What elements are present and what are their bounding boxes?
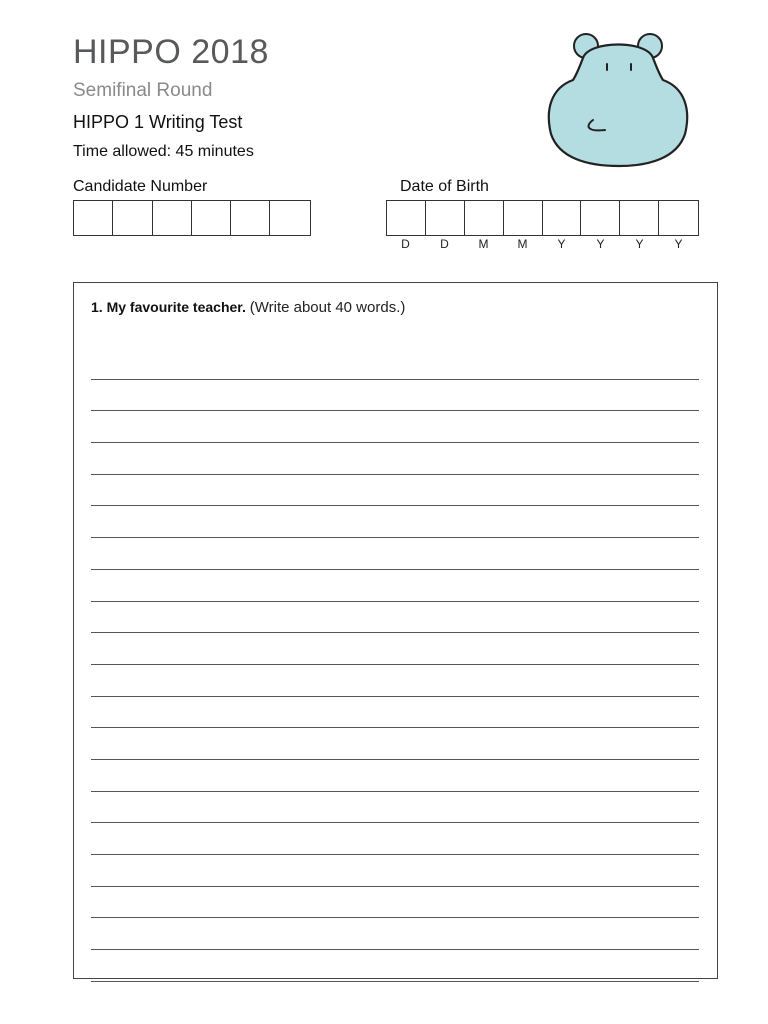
writing-line[interactable] [91,475,699,507]
date-of-birth-label: Date of Birth [400,178,489,195]
page-title: HIPPO 2018 [73,33,269,71]
candidate-number-box[interactable] [153,201,192,235]
writing-line[interactable] [91,697,699,729]
writing-line[interactable] [91,633,699,665]
writing-line[interactable] [91,538,699,570]
dob-format-letter: Y [635,237,644,251]
test-name: HIPPO 1 Writing Test [73,112,243,132]
date-of-birth-box[interactable] [620,201,659,235]
writing-line[interactable] [91,728,699,760]
candidate-number-box[interactable] [231,201,270,235]
candidate-number-box[interactable] [192,201,231,235]
question-title: 1. My favourite teacher. [91,299,246,315]
date-of-birth-box[interactable] [465,201,504,235]
date-of-birth-box[interactable] [426,201,465,235]
question-prompt [91,297,405,318]
writing-line[interactable] [91,823,699,855]
date-of-birth-boxes[interactable] [386,200,699,236]
writing-line[interactable] [91,411,699,443]
candidate-number-box[interactable] [270,201,309,235]
dob-format-letter: Y [596,237,605,251]
writing-line[interactable] [91,760,699,792]
date-of-birth-box[interactable] [504,201,543,235]
writing-area[interactable] [91,348,699,982]
writing-line[interactable] [91,443,699,475]
candidate-number-label: Candidate Number [73,178,208,195]
writing-line[interactable] [91,665,699,697]
writing-line[interactable] [91,602,699,634]
candidate-number-box[interactable] [113,201,152,235]
answer-box [73,282,718,979]
dob-format-letter: M [517,237,528,251]
date-of-birth-box[interactable] [659,201,698,235]
writing-line[interactable] [91,950,699,982]
dob-format-letter: Y [557,237,566,251]
date-of-birth-box[interactable] [387,201,426,235]
dob-format-letter: Y [674,237,683,251]
writing-line[interactable] [91,792,699,824]
question-hint: (Write about 40 words.) [249,299,406,316]
writing-line[interactable] [91,855,699,887]
date-of-birth-box[interactable] [543,201,582,235]
time-allowed: Time allowed: 45 minutes [73,143,254,160]
dob-format-letter: D [401,237,410,251]
dob-format-letter: D [440,237,449,251]
hippo-mascot-icon [545,30,691,170]
dob-format-letter: M [478,237,489,251]
date-of-birth-box[interactable] [581,201,620,235]
writing-line[interactable] [91,380,699,412]
writing-line[interactable] [91,570,699,602]
round-subtitle: Semifinal Round [73,80,213,101]
writing-line[interactable] [91,506,699,538]
writing-line[interactable] [91,918,699,950]
candidate-number-box[interactable] [74,201,113,235]
date-of-birth-format [386,237,698,251]
writing-line[interactable] [91,348,699,380]
candidate-number-boxes[interactable] [73,200,311,236]
writing-line[interactable] [91,887,699,919]
